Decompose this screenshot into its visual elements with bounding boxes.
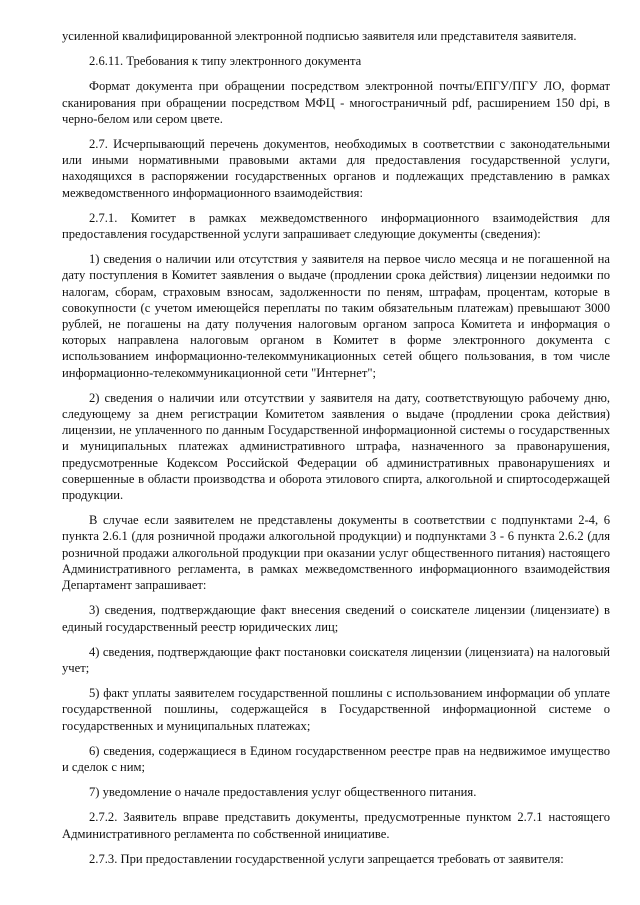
paragraph-continuation: усиленной квалифицированной электронной подписью заявителя или представителя заявителя. — [62, 29, 577, 43]
paragraph-item-1: 1) сведения о наличии или отсутствия у заявителя на первое число месяца и не погашенной на дату поступления в Комитет заявления о выдаче (продлении срока действия) лицензии недоимки по налогам, сборам, страховым взносам, задолженности по пеням, штрафам, процентам, которые в совокупности (с учетом имеющейся переплаты по таким обязательным платежам) превышают 3000 рублей, не погашены на дату получения налоговым органом запроса Комитета и информация о которых направлена налоговым органом в Комитет в форме электронного документа с использованием информационно-телекоммуникационных сетей общего пользования, в том числе информационно-телекоммуникационной сети "Интернет"; — [62, 252, 610, 380]
paragraph-2-7-1: 2.7.1. Комитет в рамках межведомственного информационного взаимодействия для предоставления государственной услуги запрашивает следующие документы (сведения): — [62, 210, 610, 242]
paragraph-case: В случае если заявителем не представлены документы в соответствии с подпунктами 2-4, 6 пункта 2.6.1 (для розничной продажи алкогольной продукции) и подпунктами 3 - 6 пункта 2.6.2 (для розничной продажи алкогольной продукции при оказании услуг общественного питания) настоящего Административного регламента, в рамках межведомственного информационного взаимодействия Департамент запрашивает: — [62, 513, 610, 593]
paragraph-2-7: 2.7. Исчерпывающий перечень документов, необходимых в соответствии с законодательными или иными нормативными правовыми актами для предоставления государственной услуги, находящихся в распоряжении государственных органов и подлежащих представлению в рамках межведомственного информационного взаимодействия: — [62, 137, 610, 200]
paragraph-2-6-11: 2.6.11. Требования к типу электронного документа — [89, 54, 362, 69]
paragraph-item-2: 2) сведения о наличии или отсутствии у заявителя на дату, соответствующую рабочему дню, следующему за днем регистрации Комитетом заявления о выдаче (продлении срока действия) лицензии, не уплаченного по данным Государственной информационной системы о государственных и муниципальных платежах административного штрафа, назначенного за правонарушения, предусмотренные Кодексом Российской Федерации об административных правонарушениях и совершенные в области производства и оборота этилового спирта, алкогольной и спиртосодержащей продукции. — [62, 390, 610, 503]
paragraph-item-7: 7) уведомление о начале предоставления услуг общественного питания. — [89, 785, 477, 800]
paragraph-2-7-2: 2.7.2. Заявитель вправе представить документы, предусмотренные пунктом 2.7.1 настоящего Административного регламента по собственной инициативе. — [62, 810, 610, 841]
paragraph-item-5: 5) факт уплаты заявителем государственной пошлины с использованием информации об уплате государственной пошлины, содержащейся в Государственной информационной системе о государственных и муниципальных платежах; — [62, 686, 610, 733]
paragraph-item-3: 3) сведения, подтверждающие факт внесения сведений о соискателе лицензии (лицензиате) в единый государственный реестр юридических лиц; — [62, 603, 610, 634]
paragraph-item-6: 6) сведения, содержащиеся в Едином государственном реестре прав на недвижимое имущество и сделок с ним; — [62, 743, 610, 774]
paragraph-item-4: 4) сведения, подтверждающие факт постановки соискателя лицензии (лицензиата) на налоговый учет; — [62, 644, 610, 675]
paragraph-2-7-3: 2.7.3. При предоставлении государственной услуги запрещается требовать от заявителя: — [89, 851, 564, 866]
paragraph-format: Формат документа при обращении посредством электронной почты/ЕПГУ/ПГУ ЛО, формат сканирования при обращении посредством МФЦ - многостраничный pdf, расширением 150 dpi, в черно-белом или сером цвете. — [62, 79, 610, 126]
document-page — [62, 28, 610, 876]
